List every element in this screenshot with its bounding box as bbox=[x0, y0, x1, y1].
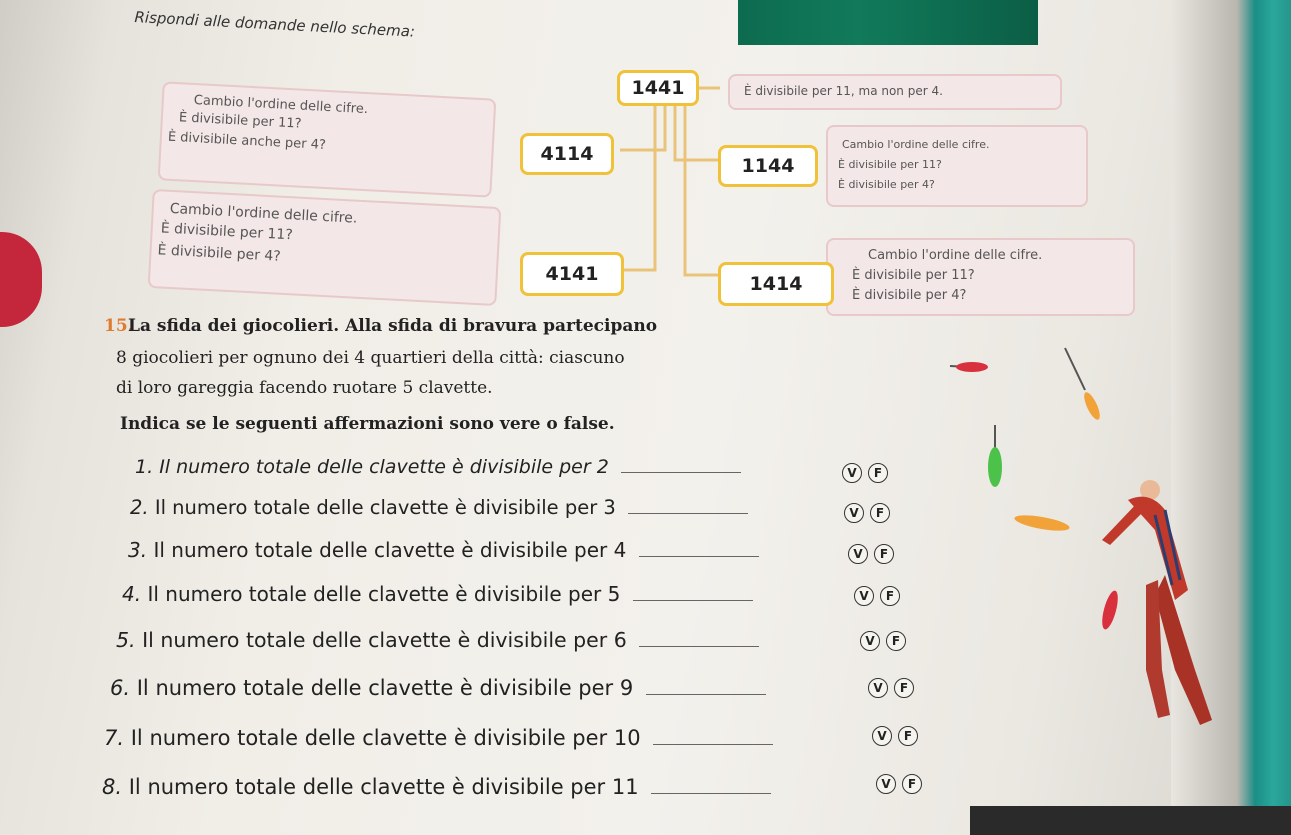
exercise-intro-2: 8 giocolieri per ognuno dei 4 quartieri della città: ciascuno bbox=[116, 348, 625, 368]
answer-line-1[interactable] bbox=[621, 458, 741, 473]
true-choice-5[interactable]: V bbox=[860, 631, 880, 651]
false-choice-7[interactable]: F bbox=[898, 726, 918, 746]
right-bottom-line-2: È divisibile per 11? bbox=[852, 268, 975, 283]
exercise-instruction: Indica se le seguenti affermazioni sono vere o false. bbox=[120, 414, 615, 434]
left-bottom-number: 4141 bbox=[520, 252, 624, 296]
left-top-line-2: È divisibile per 11? bbox=[178, 110, 302, 132]
root-number: 1441 bbox=[617, 70, 699, 106]
answer-line-4[interactable] bbox=[633, 586, 753, 601]
false-choice-1[interactable]: F bbox=[868, 463, 888, 483]
juggler-figure bbox=[1102, 480, 1212, 725]
exercise-header: Rispondi alle domande nello schema: bbox=[134, 8, 416, 41]
statement-1: 1. Il numero totale delle clavette è divisibile per 2 bbox=[135, 456, 741, 478]
true-choice-7[interactable]: V bbox=[872, 726, 892, 746]
right-bottom-line-1: Cambio l'ordine delle cifre. bbox=[868, 248, 1043, 263]
false-choice-6[interactable]: F bbox=[894, 678, 914, 698]
right-bottom-panel bbox=[826, 238, 1135, 316]
juggler-illustration bbox=[950, 340, 1240, 740]
right-top-line-3: È divisibile per 4? bbox=[838, 178, 935, 191]
statement-5: 5. Il numero totale delle clavette è divisibile per 6 bbox=[116, 628, 759, 652]
false-choice-5[interactable]: F bbox=[886, 631, 906, 651]
left-bottom-line-3: È divisibile per 4? bbox=[157, 242, 282, 265]
exercise-intro-3: di loro gareggia facendo ruotare 5 clavette. bbox=[116, 378, 493, 398]
false-choice-3[interactable]: F bbox=[874, 544, 894, 564]
page-bottom-edge bbox=[970, 806, 1291, 835]
root-note: È divisibile per 11, ma non per 4. bbox=[744, 84, 943, 98]
left-top-line-3: È divisibile anche per 4? bbox=[167, 129, 327, 153]
left-top-panel bbox=[158, 81, 497, 197]
right-top-line-1: Cambio l'ordine delle cifre. bbox=[842, 138, 990, 151]
false-choice-4[interactable]: F bbox=[880, 586, 900, 606]
false-choice-8[interactable]: F bbox=[902, 774, 922, 794]
false-choice-2[interactable]: F bbox=[870, 503, 890, 523]
club-icon bbox=[1013, 512, 1070, 534]
exercise-number: 15. bbox=[104, 316, 134, 336]
true-choice-4[interactable]: V bbox=[854, 586, 874, 606]
club-icon bbox=[1065, 348, 1103, 422]
answer-line-8[interactable] bbox=[651, 779, 771, 794]
exercise-intro-1: La sfida dei giocolieri. Alla sfida di bravura partecipano bbox=[128, 316, 658, 336]
answer-line-6[interactable] bbox=[646, 680, 766, 695]
left-bottom-panel bbox=[148, 189, 502, 306]
true-choice-3[interactable]: V bbox=[848, 544, 868, 564]
root-note-panel bbox=[728, 74, 1062, 110]
left-bottom-line-1: Cambio l'ordine delle cifre. bbox=[169, 200, 358, 227]
left-top-number: 4114 bbox=[520, 133, 614, 175]
answer-line-2[interactable] bbox=[628, 499, 748, 514]
club-icon bbox=[1099, 589, 1121, 631]
right-top-line-2: È divisibile per 11? bbox=[838, 158, 942, 171]
right-bottom-number: 1414 bbox=[718, 262, 834, 306]
statement-4: 4. Il numero totale delle clavette è divisibile per 5 bbox=[122, 582, 753, 606]
club-icon bbox=[950, 362, 988, 372]
right-top-panel bbox=[826, 125, 1088, 207]
answer-line-5[interactable] bbox=[639, 632, 759, 647]
answer-line-3[interactable] bbox=[639, 542, 759, 557]
true-choice-6[interactable]: V bbox=[868, 678, 888, 698]
true-choice-1[interactable]: V bbox=[842, 463, 862, 483]
statement-6: 6. Il numero totale delle clavette è divisibile per 9 bbox=[110, 676, 766, 700]
right-bottom-line-3: È divisibile per 4? bbox=[852, 288, 967, 303]
statement-3: 3. Il numero totale delle clavette è divisibile per 4 bbox=[128, 538, 759, 562]
true-choice-2[interactable]: V bbox=[844, 503, 864, 523]
true-choice-8[interactable]: V bbox=[876, 774, 896, 794]
left-bottom-line-2: È divisibile per 11? bbox=[160, 220, 294, 244]
answer-line-7[interactable] bbox=[653, 730, 773, 745]
right-top-number: 1144 bbox=[718, 145, 818, 187]
left-top-line-1: Cambio l'ordine delle cifre. bbox=[193, 92, 369, 118]
statement-2: 2. Il numero totale delle clavette è divisibile per 3 bbox=[130, 496, 748, 519]
club-icon bbox=[988, 425, 1002, 487]
statement-8: 8. Il numero totale delle clavette è divisibile per 11 bbox=[102, 775, 771, 799]
statement-7: 7. Il numero totale delle clavette è divisibile per 10 bbox=[104, 726, 773, 750]
